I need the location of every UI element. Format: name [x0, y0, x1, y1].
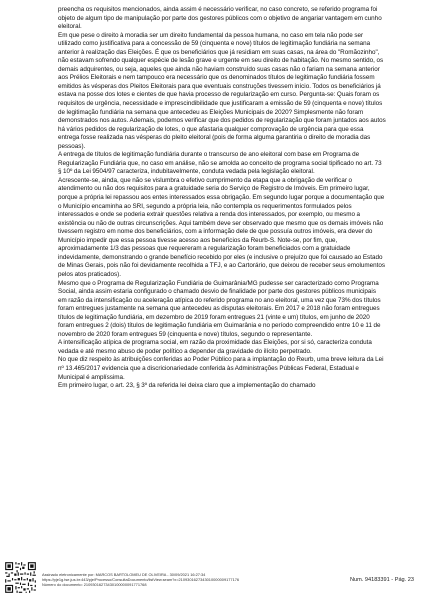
paragraph-3: A entrega de títulos de legitimação fundiária durante o transcurso de ano eleitoral com base em Programa de Regularização Fundiária que, no caso em análise, não se amolda ao conceito de programa social tipificado no art. 73 § 10º da Lei 9504/97 caracteriza, indubitavelmente, conduta vedada pela legislação eleitoral.	[58, 151, 382, 176]
document-body	[58, 6, 386, 391]
paragraph-4: Acrescente-se, ainda, que não se vislumbra o efetivo cumprimento da etapa que a obrigação de verificar o atendimento ou não dos requisitos para a gratuidade seria do Serviço de Registro de Imóveis. Em primeiro lugar, porque a própria lei repassou aos entes interessados essa obrigação. Em segundo lugar porque a documentação que o Município encaminha ao SRI, segundo a própria leia, não contempla os requerimentos formulados pelos interessados e onde se poderia extrair questões relativa a renda dos interessados, por exemplo, ou mesmo a existência ou não de outras circunscrições. Aqui também deve ser observado que mesmo que os demais imóveis não tivessem registro em nome dos beneficiários, com a informação dele de que possuía outros imóveis, era dever do Município impedir que essa pessoa tivesse acesso aos benefícios da Reurb-S. Note-se, por fim, que, aproximadamente 1/3 das pessoas que requereram a regularização foram beneficiados com a gratuidade indevidamente, demonstrando o grande benefício recebido por eles (e inclusive o prejuízo que foi causado ao Estado de Minas Gerais, pois não foi devidamente recolhida a TFJ, e ao Cartorário, que deixou de receber seus emolumentos pelos atos praticados).	[58, 176, 386, 278]
paragraph-5: Mesmo que o Programa de Regularização Fundiária de Guimarânia/MG pudesse ser caracterizado como Programa Social, ainda assim estaria configurado o chamado desvio de finalidade por parte dos gestores públicos municipais em razão da intensificação ou aceleração atípica do referido programa no ano eleitoral, uma vez que 73% dos títulos foram entregues justamente na semana que antecedeu as disputas eleitorais. Em 2017 e 2018 não foram entregues títulos de legitimação fundiária, em dezembro de 2019 foram entregues 21 (vinte e um) títulos, em junho de 2020 foram entregues 2 (dois) títulos de legitimação fundiária em Guimarânia e no período compreendido entre 10 e 11 de novembro de 2020 foram entregues 59 (cinquenta e nove) títulos, segundo o representante.	[58, 279, 381, 338]
signature-footer	[4, 561, 420, 597]
page-reference: Num. 94183391 - Pág. 23	[349, 577, 414, 583]
qr-code-icon[interactable]	[4, 561, 37, 594]
paragraph-2: Em que pese o direito à moradia ser um direito fundamental da pessoa humana, no caso em tela não pode ser utilizado como justificativa para a concessão de 59 (cinquenta e nove) títulos de legitimação fundiária na semana anterior à realização das Eleições. É que os beneficiários que já residiam em suas casas, na área do "Romãozinho", não estavam sofrendo qualquer espécie de lesão grave e urgente em seu direito de habitação. No mesmo sentido, os demais adquirentes, ou seja, aqueles que ainda não haviam construído suas casas não o fariam na semana anterior aos Prélios Eleitorais e nem tampouco era necessário que os denominados títulos de legitimação fundiária fossem emitidos às vésperas dos Pleitos Eleitorais para que eventuais construções tivessem início. Todos os beneficiários já estava na posse dos lotes e cientes de que havia processo de regularização em curso. Pergunta-se: Quais foram os requisitos de urgência, necessidade e imprescindibilidade que justificaram a emissão de 59 (cinquenta e nove) títulos de legitimação fundiária na semana que antecedeu as Eleições Municipais de 2020? Simplesmente não foram demonstrados nos autos. Ademais, podemos verificar que dos pedidos de regularização que foram juntados aos autos há vários pedidos de regularização de lotes, o que afastaria qualquer comprovação de urgência para que essa entrega fosse realizada nas vésperas do pleito eleitoral (pois de forma alguma garantiria o direito de moradia das pessoas).	[58, 31, 386, 150]
paragraph-1: preencha os requisitos mencionados, ainda assim é necessário verificar, no caso concreto, se referido programa foi objeto de algum tipo de manipulação por parte dos gestores públicos com o objetivo de angariar vantagem em cunho eleitoral.	[58, 6, 382, 31]
verification-url[interactable]: https://pje1g.tse.jus.br:443/pje/Processo/ConsultaDocumento/listView.seam?x=21093016273430100000091771​76	[42, 577, 240, 582]
signature-line: Assinado eletronicamente por: MARCOS BARTOLOMEU DE OLIVEIRA - 30/09/2021 16:27:34	[42, 572, 206, 577]
paragraph-8: Em primeiro lugar, o art. 23, § 3º da referida lei deixa claro que a implementação do chamado	[58, 382, 316, 390]
paragraph-7: No que diz respeito às atribuições conferidas ao Poder Público para a implantação do Reurb, uma breve leitura da Lei nº 13.465/2017 evidencia que a discricionariedade conferida às Administrações Públicas Federal, Estadual e Municipal é amplíssima.	[58, 356, 384, 381]
paragraph-6: A intensificação atípica de programa social, em razão da proximidade das Eleições, por si só, caracteriza conduta vedada e até mesmo abuso de poder político a depender da gravidade do ilícito perpetrado.	[58, 339, 372, 355]
document-number: Número do documento: 21093016273430100000091771768	[42, 582, 147, 587]
signature-info	[42, 572, 239, 587]
